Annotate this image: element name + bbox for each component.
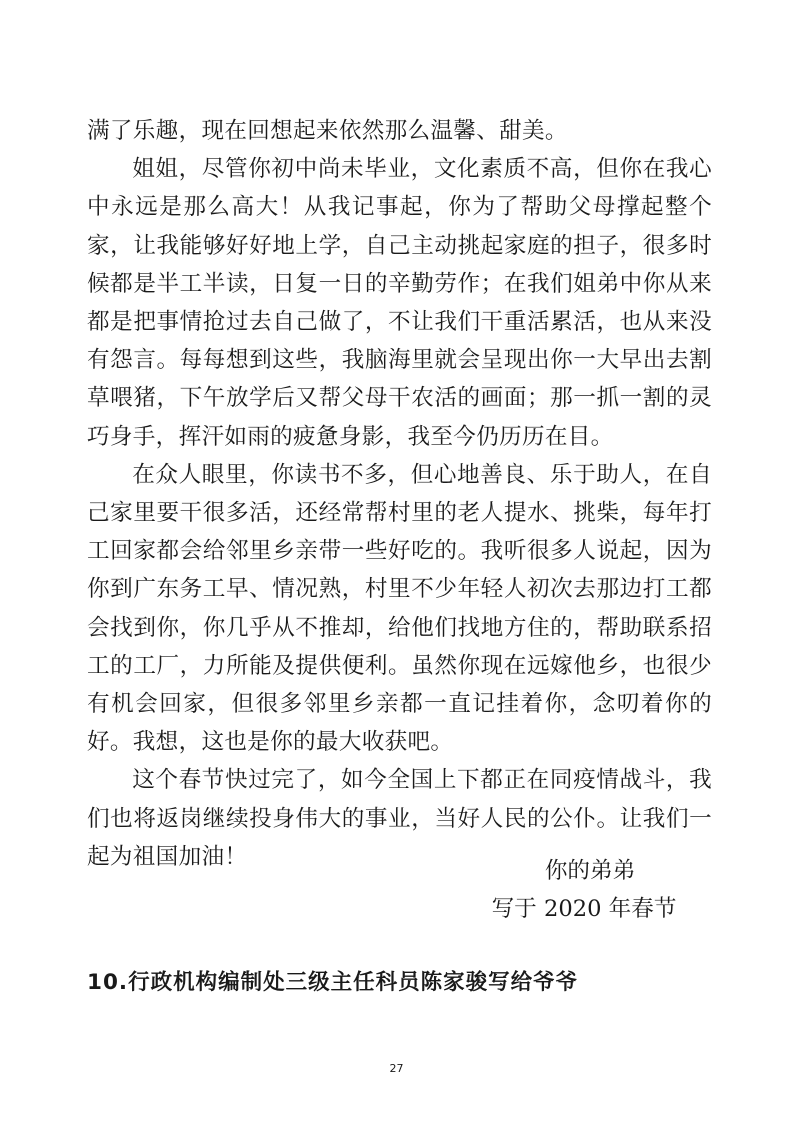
letter-body bbox=[87, 112, 712, 876]
paragraph-sister-kindness: 在众人眼里，你读书不多，但心地善良、乐于助人，在自己家里要干很多活，还经常帮村里的老人提水、挑柴，每年打工回家都会给邻里乡亲带一些好吃的。我听很多人说起，因为你到广东务工早、情况熟，村里不少年轻人初次去那边打工都会找到你，你几乎从不推却，给他们找地方住的，帮助联系招工的工厂，力所能及提供便利。虽然你现在远嫁他乡，也很少有机会回家，但很多邻里乡亲都一直记挂着你，念叨着你的好。我想，这也是你的最大收获吧。 bbox=[87, 461, 712, 756]
signature-date: 写于 2020 年春节 bbox=[491, 896, 677, 922]
section-heading: 10.行政机构编制处三级主任科员陈家骏写给爷爷 bbox=[87, 970, 579, 995]
paragraph-continuation: 满了乐趣，现在回想起来依然那么温馨、甜美。 bbox=[87, 118, 568, 144]
signature-name: 你的弟弟 bbox=[544, 858, 636, 884]
paragraph-sister-hardwork: 姐姐，尽管你初中尚未毕业，文化素质不高，但你在我心中永远是那么高大！从我记事起，你为了帮助父母撑起整个家，让我能够好好地上学，自己主动挑起家庭的担子，很多时候都是半工半读，日复一日的辛勤劳作；在我们姐弟中你从来都是把事情抢过去自己做了，不让我们干重活累活，也从来没有怨言。每每想到这些，我脑海里就会呈现出你一大早出去割草喂猪，下午放学后又帮父母干农活的画面；那一抓一割的灵巧身手，挥汗如雨的疲惫身影，我至今仍历历在目。 bbox=[87, 156, 712, 450]
page-number: 27 bbox=[389, 1062, 404, 1075]
paragraph-closing: 这个春节快过完了，如今全国上下都正在同疫情战斗，我们也将返岗继续投身伟大的事业，当好人民的公仆。让我们一起为祖国加油！ bbox=[87, 767, 712, 870]
